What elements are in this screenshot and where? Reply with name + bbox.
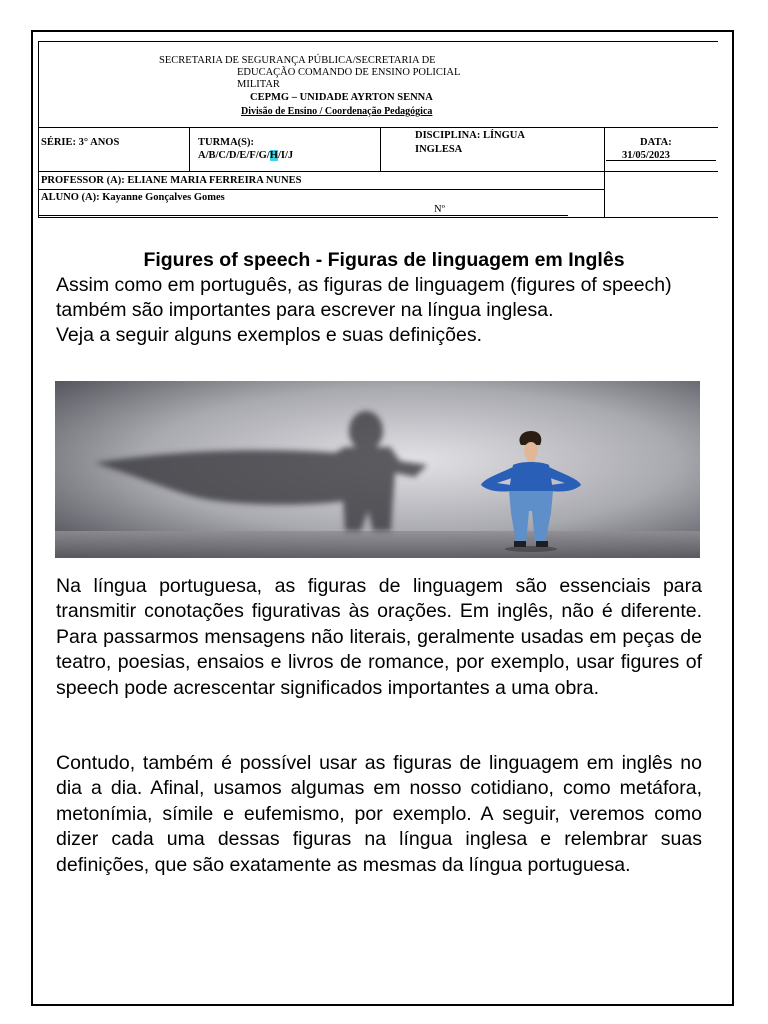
header-col-line-1 — [189, 127, 190, 171]
professor-name: PROFESSOR (A): ELIANE MARIA FERREIRA NUNES — [41, 175, 302, 186]
header-col-line-3 — [604, 127, 605, 218]
page-title: Figures of speech - Figuras de linguagem em Inglês — [143, 249, 625, 271]
intro-paragraph-1: Assim como em português, as figuras de linguagem (figures of speech) também são importantes para escrever na língua inglesa. — [56, 274, 672, 321]
header-col-line-2 — [380, 127, 381, 171]
turma-before: A/B/C/D/E/F/G/ — [198, 150, 270, 161]
data-value: 31/05/2023 — [622, 150, 670, 161]
aluno-underline — [38, 215, 568, 216]
serie-label: SÉRIE: 3° ANOS — [41, 137, 120, 148]
division-name: Divisão de Ensino / Coordenação Pedagógica — [241, 106, 433, 117]
numero-label: Nº — [434, 204, 445, 215]
header-top-line — [38, 41, 718, 42]
disciplina-line-1: DISCIPLINA: LÍNGUA — [415, 130, 525, 141]
institution-line-2: EDUCAÇÃO COMANDO DE ENSINO POLICIAL — [237, 67, 461, 78]
header-row-line-1 — [38, 127, 718, 128]
institution-line-3: MILITAR — [237, 79, 280, 90]
data-label: DATA: — [640, 137, 672, 148]
intro-text — [56, 273, 716, 348]
turma-values — [198, 150, 293, 162]
turma-label: TURMA(S): — [198, 137, 254, 148]
turma-after: /I/J — [277, 150, 294, 161]
turma-highlight: H — [269, 150, 278, 161]
body-paragraph-1: Na língua portuguesa, as figuras de linguagem são essenciais para transmitir conotações figurativas às orações. Em inglês, não é diferente. Para passarmos mensagens não literais, geralmente usadas em peças de teatro, poesias, ensaios e livros de romance, por exemplo, usar figures of speech pode acrescentar significados importantes a uma obra. — [56, 575, 702, 699]
disciplina-line-2: INGLESA — [415, 144, 463, 155]
header-row-line-3 — [38, 189, 604, 190]
institution-line-1: SECRETARIA DE SEGURANÇA PÚBLICA/SECRETARIA DE — [159, 55, 436, 66]
aluno-name: ALUNO (A): Kayanne Gonçalves Gomes — [41, 192, 225, 203]
header-left-line — [38, 41, 39, 218]
unit-name: CEPMG – UNIDADE AYRTON SENNA — [250, 92, 433, 103]
header-bottom-line — [38, 217, 718, 218]
superhero-shadow-photo — [55, 381, 700, 558]
header-row-line-2 — [38, 171, 718, 172]
intro-paragraph-2: Veja a seguir alguns exemplos e suas definições. — [56, 324, 483, 346]
body-paragraph-2: Contudo, também é possível usar as figuras de linguagem em inglês no dia a dia. Afinal, usamos algumas em nosso cotidiano, como metáfora, metonímia, símile e eufemismo, por exemplo. A seguir, veremos como dizer cada uma dessas figuras na língua inglesa e relembrar suas definições, que são exatamente as mesmas da língua portuguesa. — [56, 752, 702, 876]
